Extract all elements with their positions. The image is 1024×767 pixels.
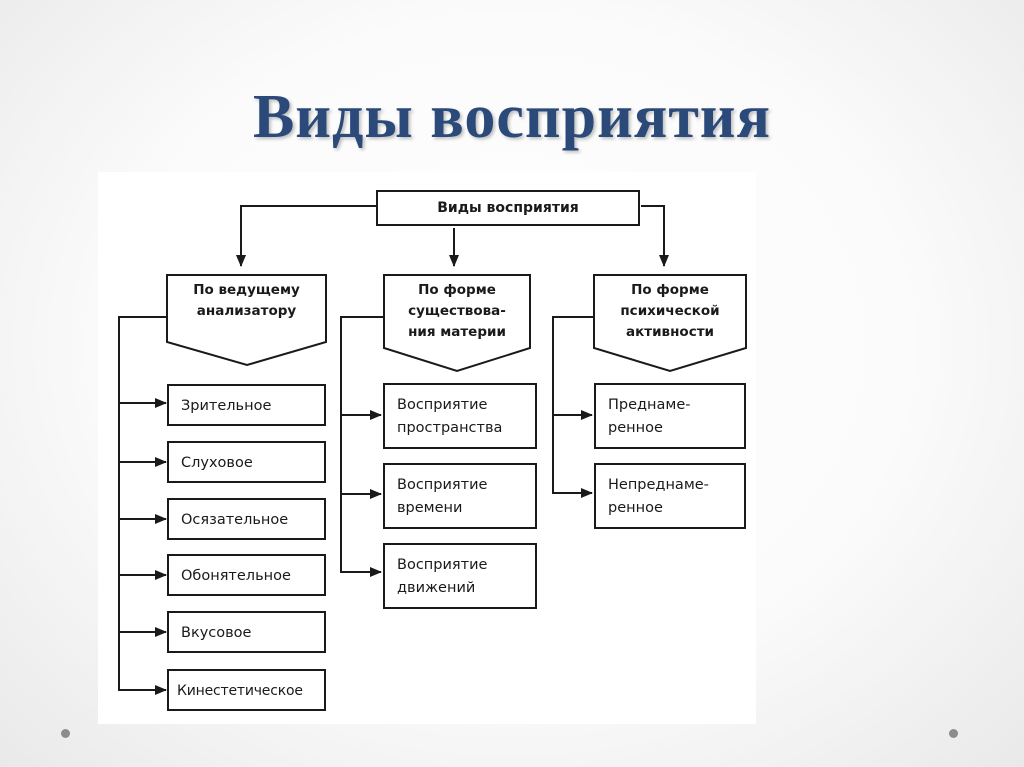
- item-olfactory: Обонятельное: [167, 554, 326, 596]
- item-intentional: Преднаме- ренное: [594, 383, 746, 449]
- category-label-3: По форме психической активности: [620, 282, 720, 340]
- bus-cat3: [553, 317, 594, 494]
- slide-dot-right: [949, 729, 958, 738]
- item-gustatory: Вкусовое: [167, 611, 326, 653]
- item-auditory: Слуховое: [167, 441, 326, 483]
- slide-title: Виды восприятия: [252, 83, 772, 151]
- category-label-2: По форме существова- ния материи: [408, 282, 506, 340]
- bus-cat1: [119, 317, 167, 691]
- item-motion-perception: Восприятие движений: [383, 543, 537, 609]
- slide-dot-left: [61, 729, 70, 738]
- category-label-1: По ведущему анализатору: [193, 282, 300, 319]
- item-visual: Зрительное: [167, 384, 326, 426]
- item-tactile: Осязательное: [167, 498, 326, 540]
- diagram-panel: [98, 172, 756, 724]
- item-time-perception: Восприятие времени: [383, 463, 537, 529]
- item-space-perception: Восприятие пространства: [383, 383, 537, 449]
- connector-root-cat3: [641, 206, 664, 266]
- bus-cat2: [341, 317, 384, 573]
- connector-root-cat1: [241, 206, 376, 266]
- item-kinesthetic: Кинестетическое: [167, 669, 326, 711]
- root-node: Виды восприятия: [376, 190, 640, 226]
- item-unintentional: Непреднаме- ренное: [594, 463, 746, 529]
